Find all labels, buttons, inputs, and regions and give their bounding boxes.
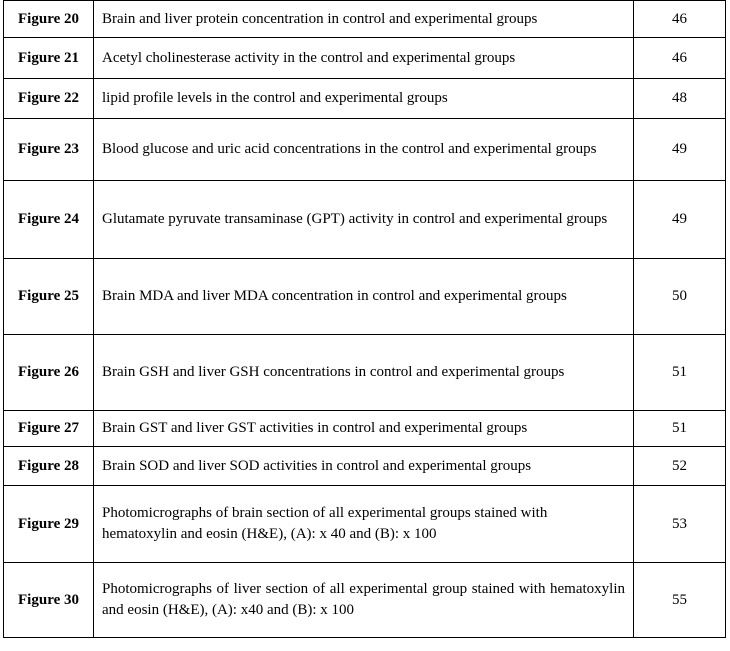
page-number: 55 [634,563,726,638]
figure-label: Figure 30 [4,563,94,638]
table-row [4,335,726,411]
page-number: 51 [634,411,726,447]
figure-description: Brain and liver protein concentration in control and experimental groups [94,1,634,38]
figure-label: Figure 28 [4,447,94,486]
table-row [4,486,726,563]
page-number: 49 [634,119,726,181]
figure-description: Brain GST and liver GST activities in control and experimental groups [94,411,634,447]
figure-description: lipid profile levels in the control and experimental groups [94,79,634,119]
page-number: 52 [634,447,726,486]
table-row [4,1,726,38]
page-number: 53 [634,486,726,563]
figure-label: Figure 24 [4,181,94,259]
figure-description: Photomicrographs of brain section of all experimental groups stained with hematoxylin and eosin (H&E), (A): x 40 and (B): x 100 [94,486,634,563]
figure-label: Figure 27 [4,411,94,447]
table-row [4,259,726,335]
figure-label: Figure 26 [4,335,94,411]
figure-label: Figure 29 [4,486,94,563]
figure-description: Brain GSH and liver GSH concentrations in control and experimental groups [94,335,634,411]
figure-description: Glutamate pyruvate transaminase (GPT) activity in control and experimental groups [94,181,634,259]
figure-description: Photomicrographs of liver section of all experimental group stained with hematoxylin and eosin (H&E), (A): x40 and (B): x 100 [94,563,634,638]
table-row [4,181,726,259]
table-row [4,411,726,447]
page-number: 48 [634,79,726,119]
figure-list-table [3,0,726,638]
figure-description: Blood glucose and uric acid concentrations in the control and experimental groups [94,119,634,181]
figure-label: Figure 23 [4,119,94,181]
table-row [4,119,726,181]
figure-description: Acetyl cholinesterase activity in the control and experimental groups [94,38,634,79]
page-number: 51 [634,335,726,411]
page-number: 46 [634,38,726,79]
page-number: 46 [634,1,726,38]
figure-description: Brain MDA and liver MDA concentration in control and experimental groups [94,259,634,335]
table-row [4,79,726,119]
figure-description: Brain SOD and liver SOD activities in control and experimental groups [94,447,634,486]
figure-label: Figure 21 [4,38,94,79]
table-row [4,38,726,79]
figure-label: Figure 22 [4,79,94,119]
page-number: 50 [634,259,726,335]
table-row [4,563,726,638]
page-number: 49 [634,181,726,259]
figure-label: Figure 25 [4,259,94,335]
table-row [4,447,726,486]
figure-label: Figure 20 [4,1,94,38]
